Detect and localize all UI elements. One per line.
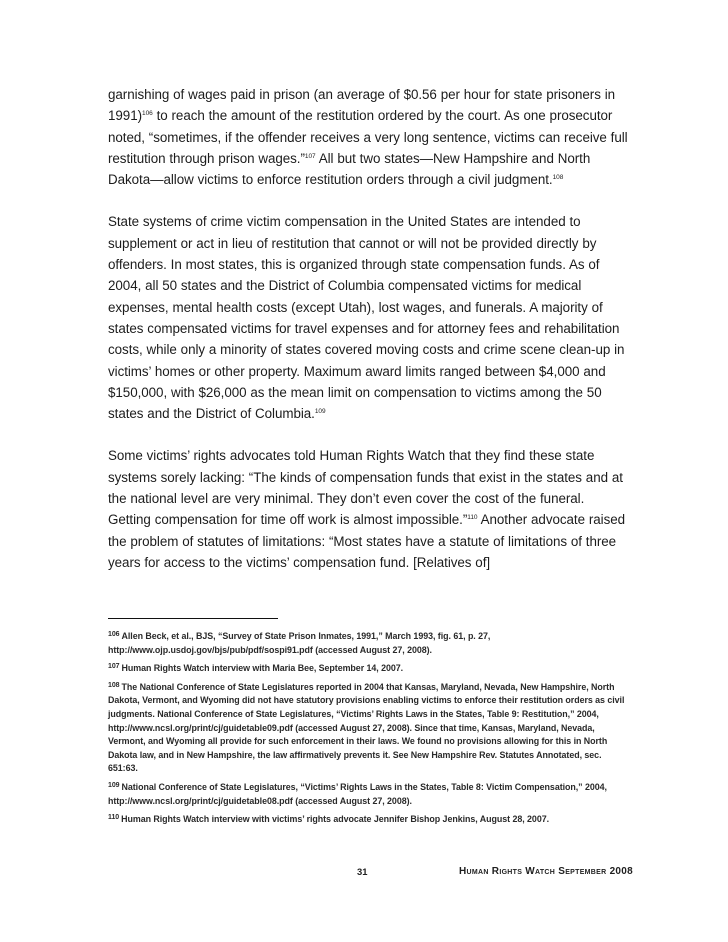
footnote-ref-110[interactable]: 110	[467, 514, 478, 522]
footnote-110: $^{110}$ Human Rights Watch interview with victims’ rights advocate Jennifer Bishop Jenkins, August 28, 2007.	[108, 814, 550, 825]
paragraph-3: Some victims’ rights advocates told Human Rights Watch that they find these state systems sorely lacking: “The kinds of compensation funds that exist in the states and at the national level are very minimal. They don’t even cover the cost of the funeral. Getting compensation for time off work is almost impossible.”$^{110}$ Another advocate raised the problem of statutes of limitations: “Most states have a statute of limitations of three years for access to the victims’ compensation fund. [Relatives of]	[108, 448, 626, 570]
running-title: Human Rights Watch September 2008	[459, 866, 634, 877]
footnote-ref-108[interactable]: 108	[552, 174, 564, 182]
body-text	[108, 84, 628, 594]
footnote-ref-106[interactable]: 106	[142, 110, 153, 118]
footnote-107: $^{107}$ Human Rights Watch interview with Maria Bee, September 14, 2007.	[108, 663, 404, 674]
paragraph-1: garnishing of wages paid in prison (an average of $0.56 per hour for state prisoners in 1991)$^{106}$ to reach the amount of the restitution ordered by the court. As one prosecutor noted, “sometimes, if the offender receives a very long sentence, victims can receive full restitution through prison wages.”$^{107}$ All but two states—New Hampshire and North Dakota—allow victims to enforce restitution orders through a civil judgment.$^{108}$	[108, 87, 628, 188]
footnote-ref-107[interactable]: 107	[304, 152, 316, 160]
footnote-ref-109[interactable]: 109	[314, 408, 326, 416]
footnote-108: $^{108}$ The National Conference of State Legislatures reported in 2004 that Kansas, Maryland, Nevada, New Hampshire, North Dakota, Vermont, and Wyoming did not have statutory provisions enabling victims to enforce their restitution orders as civil judgments. National Conference of State Legislatures, “Victims’ Rights Laws in the States, Table 9: Restitution,” 2004, http://www.ncsl.org/print/cj/guidetable09.pdf (accessed August 27, 2008). Since that time, Kansas, Maryland, Nevada, Vermont, and Wyoming all provide for such enforcement in their laws. We found no provisions allowing for this in North Dakota law, and in New Hampshire, the law affirmatively prevents it. See New Hampshire Rev. Statutes Annotated, sec. 651:63.	[108, 681, 625, 774]
page-number: 31	[357, 866, 368, 877]
footnote-separator	[108, 618, 278, 619]
footnote-109: $^{109}$ National Conference of State Legislatures, “Victims’ Rights Laws in the States, Table 8: Victim Compensation,” 2004, http://www.ncsl.org/print/cj/guidetable08.pdf (accessed August 27, 2008).	[108, 781, 607, 806]
footnotes	[108, 630, 633, 832]
paragraph-2: State systems of crime victim compensation in the United States are intended to supplement or act in lieu of restitution that cannot or will not be provided directly by offenders. In most states, this is organized through state compensation funds. As of 2004, all 50 states and the District of Columbia compensated victims for medical expenses, mental health costs (except Utah), lost wages, and funerals. A majority of states compensated victims for travel expenses and for attorney fees and rehabilitation costs, while only a minority of states covered moving costs and crime scene clean-up in victims’ homes or other property. Maximum award limits ranged between $4,000 and $150,000, with $26,000 as the mean limit on compensation to victims among the 50 states and the District of Columbia.$^{109}$	[108, 214, 625, 422]
footnote-106: $^{106}$ Allen Beck, et al., BJS, “Survey of State Prison Inmates, 1991,” March 1993, fig. 61, p. 27, http://www.ojp.usdoj.gov/bjs/pub/pdf/sospi91.pdf (accessed August 27, 2008).	[108, 631, 491, 655]
